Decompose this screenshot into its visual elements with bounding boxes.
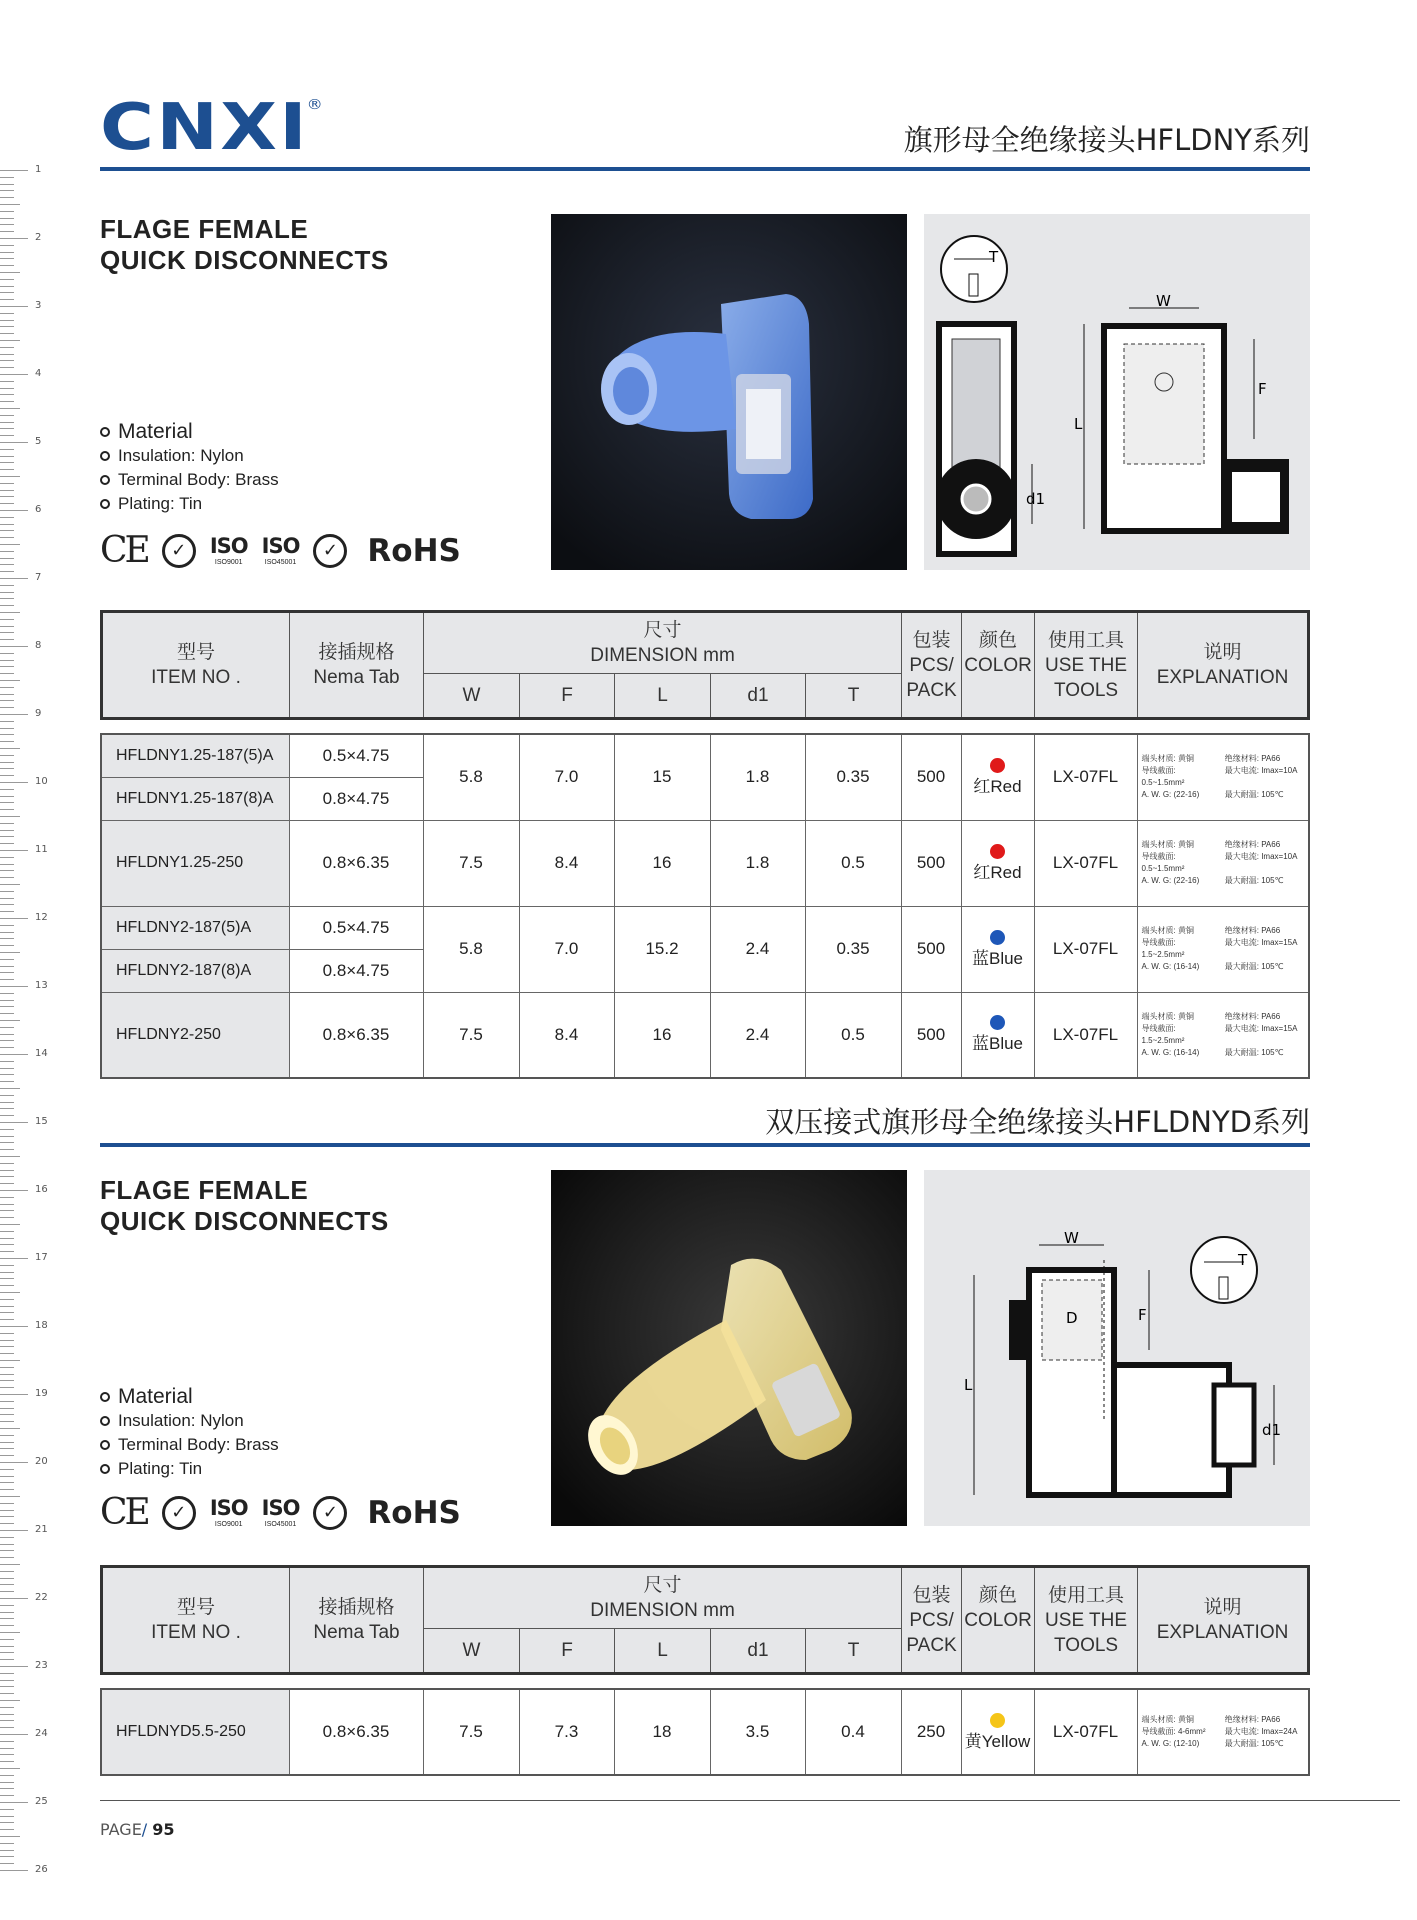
product-photo-blue bbox=[551, 214, 907, 570]
drawing-label-l: L bbox=[964, 1376, 973, 1394]
cell-w: 7.5 bbox=[423, 1689, 519, 1775]
explanation-line: 端头材质: 黄铜 bbox=[1141, 840, 1194, 849]
product-title-2: FLAGE FEMALE QUICK DISCONNECTS bbox=[100, 1175, 389, 1236]
iso45001-icon: ISO ISO45001 bbox=[261, 1495, 300, 1528]
explanation-line: 端头材质: 黄铜 bbox=[1141, 754, 1194, 764]
explanation-line: A. W. G: (22-16) bbox=[1141, 790, 1200, 800]
explanation-line: 导线截面: 1.5~2.5mm² bbox=[1141, 938, 1185, 959]
cell-d1: 1.8 bbox=[710, 734, 805, 820]
ruler-number: 9 bbox=[35, 708, 42, 719]
explanation-line: A. W. G: (12-10) bbox=[1141, 1739, 1200, 1748]
rohs-label: RoHS bbox=[367, 532, 461, 569]
header-pack: 包装 PCS/ PACK bbox=[902, 1567, 962, 1674]
ruler-number: 16 bbox=[35, 1184, 48, 1195]
drawing-label-l: L bbox=[1074, 415, 1083, 433]
cell-l: 15 bbox=[614, 734, 710, 820]
drawing-label-f: F bbox=[1138, 1306, 1147, 1324]
cell-w: 7.5 bbox=[423, 992, 519, 1078]
ce-mark-icon: CE bbox=[100, 1492, 148, 1533]
spec-table-header-1 bbox=[100, 610, 1310, 720]
ruler-number: 5 bbox=[35, 436, 42, 447]
header-d1: d1 bbox=[711, 674, 806, 719]
explanation-line: 绝缘材料: PA66 bbox=[1224, 754, 1281, 764]
cell-d1: 2.4 bbox=[710, 992, 805, 1078]
explanation-line: A. W. G: (16-14) bbox=[1141, 962, 1200, 971]
cell-w: 5.8 bbox=[423, 734, 519, 820]
header-w: W bbox=[424, 1629, 520, 1674]
explanation-line: 绝缘材料: PA66 bbox=[1224, 1715, 1281, 1724]
ruler-number: 21 bbox=[35, 1524, 48, 1535]
header-w: W bbox=[424, 674, 520, 719]
cert-logos-2 bbox=[100, 1492, 461, 1533]
explanation-line: 最大电流: Imax=24A bbox=[1224, 1727, 1298, 1736]
header-tools: 使用工具 USE THE TOOLS bbox=[1035, 1567, 1138, 1674]
header-d1: d1 bbox=[711, 1629, 806, 1674]
header-color: 颜色 COLOR bbox=[962, 1567, 1035, 1674]
drawing-label-d1: d1 bbox=[1262, 1421, 1282, 1439]
cell-tab: 0.8×4.75 bbox=[289, 777, 423, 820]
cell-f: 8.4 bbox=[519, 820, 614, 906]
ruler-number: 8 bbox=[35, 640, 42, 651]
quality-check-icon: ✓ bbox=[162, 534, 196, 568]
cell-l: 16 bbox=[614, 992, 710, 1078]
cell-d1: 1.8 bbox=[710, 820, 805, 906]
drawing-label-w: W bbox=[1064, 1229, 1079, 1247]
color-swatch-icon bbox=[990, 930, 1005, 945]
color-swatch-icon bbox=[990, 844, 1005, 859]
color-swatch-icon bbox=[990, 1713, 1005, 1728]
explanation-line: 最大电流: Imax=10A bbox=[1224, 766, 1298, 776]
cell-color bbox=[961, 734, 1034, 820]
iso9001-icon: ISO ISO9001 bbox=[209, 533, 248, 566]
color-label: 蓝Blue bbox=[971, 1034, 1024, 1054]
header-l: L bbox=[615, 674, 711, 719]
ruler-number: 13 bbox=[35, 980, 48, 991]
explanation-line: 绝缘材料: PA66 bbox=[1224, 1011, 1281, 1021]
ruler-number: 26 bbox=[35, 1864, 48, 1875]
spec-table-body-1 bbox=[100, 733, 1310, 1079]
explanation-line: 最大耐温: 105℃ bbox=[1224, 962, 1284, 971]
spec-table-header-2 bbox=[100, 1565, 1310, 1675]
cell-l: 15.2 bbox=[614, 906, 710, 992]
technical-drawing-1 bbox=[924, 214, 1310, 570]
series-title-2: 双压接式旗形母全绝缘接头HFLDNYD系列 bbox=[765, 1105, 1310, 1139]
table-row bbox=[101, 1689, 1309, 1775]
cell-tool: LX-07FL bbox=[1034, 906, 1137, 992]
footer-rule bbox=[100, 1800, 1400, 1801]
table-row bbox=[101, 734, 1309, 777]
explanation-line: 导线截面: 0.5~1.5mm² bbox=[1141, 852, 1185, 873]
ruler-number: 20 bbox=[35, 1456, 48, 1467]
cell-t: 0.5 bbox=[805, 992, 901, 1078]
color-label: 红Red bbox=[973, 776, 1022, 796]
ruler-number: 4 bbox=[35, 368, 42, 379]
cell-model: HFLDNY2-187(8)A bbox=[101, 949, 289, 992]
ruler-number: 17 bbox=[35, 1252, 48, 1263]
explanation-line: 绝缘材料: PA66 bbox=[1224, 926, 1281, 935]
color-swatch-icon bbox=[990, 758, 1005, 773]
technical-drawing-2 bbox=[924, 1170, 1310, 1526]
ruler-number: 15 bbox=[35, 1116, 48, 1127]
explanation-line: 最大耐温: 105℃ bbox=[1224, 1739, 1284, 1748]
header-f: F bbox=[520, 1629, 615, 1674]
ruler-number: 6 bbox=[35, 504, 42, 515]
explanation-line: 导线截面: 1.5~2.5mm² bbox=[1141, 1023, 1185, 1045]
cell-tool: LX-07FL bbox=[1034, 820, 1137, 906]
header-dimension: 尺寸 DIMENSION mm bbox=[424, 1567, 902, 1629]
material-spec-2: Material Insulation: Nylon Terminal Body: Brass Plating: Tin bbox=[100, 1385, 279, 1481]
explanation-line: 最大耐温: 105℃ bbox=[1224, 876, 1284, 885]
cell-tab: 0.8×4.75 bbox=[289, 949, 423, 992]
ce-mark-icon: CE bbox=[100, 530, 148, 571]
sgs-icon: ✓ bbox=[313, 1496, 347, 1530]
cell-w: 5.8 bbox=[423, 906, 519, 992]
cell-model: HFLDNY1.25-187(8)A bbox=[101, 777, 289, 820]
color-label: 黄Yellow bbox=[964, 1731, 1031, 1751]
cell-explanation bbox=[1137, 820, 1309, 906]
header-tools: 使用工具 USE THE TOOLS bbox=[1035, 612, 1138, 719]
cell-pack: 500 bbox=[901, 992, 961, 1078]
ruler-number: 12 bbox=[35, 912, 48, 923]
table-row bbox=[101, 992, 1309, 1078]
explanation-line: 导线截面: 0.5~1.5mm² bbox=[1141, 766, 1185, 788]
cell-model: HFLDNYD5.5-250 bbox=[101, 1689, 289, 1775]
cell-t: 0.5 bbox=[805, 820, 901, 906]
cell-d1: 2.4 bbox=[710, 906, 805, 992]
header-pack: 包装 PCS/ PACK bbox=[902, 612, 962, 719]
page-ruler bbox=[0, 150, 48, 1875]
ruler-number: 10 bbox=[35, 776, 48, 787]
explanation-line: 最大耐温: 105℃ bbox=[1224, 790, 1284, 800]
cell-color bbox=[961, 992, 1034, 1078]
cell-d1: 3.5 bbox=[710, 1689, 805, 1775]
ruler-number: 18 bbox=[35, 1320, 48, 1331]
cell-f: 7.0 bbox=[519, 906, 614, 992]
cell-color bbox=[961, 820, 1034, 906]
cell-explanation bbox=[1137, 992, 1309, 1078]
explanation-line: 端头材质: 黄铜 bbox=[1141, 1715, 1194, 1724]
explanation-line: 端头材质: 黄铜 bbox=[1141, 926, 1194, 935]
cell-tab: 0.8×6.35 bbox=[289, 992, 423, 1078]
header-t: T bbox=[806, 674, 902, 719]
drawing-label-d: D bbox=[1066, 1309, 1078, 1327]
cell-f: 8.4 bbox=[519, 992, 614, 1078]
ruler-number: 1 bbox=[35, 164, 42, 175]
cell-explanation bbox=[1137, 906, 1309, 992]
explanation-line: 最大电流: Imax=15A bbox=[1224, 938, 1298, 947]
explanation-line: 最大电流: Imax=10A bbox=[1224, 852, 1298, 861]
ruler-number: 3 bbox=[35, 300, 42, 311]
cell-model: HFLDNY2-187(5)A bbox=[101, 906, 289, 949]
ruler-number: 2 bbox=[35, 232, 42, 243]
cell-explanation bbox=[1137, 1689, 1309, 1775]
cell-explanation bbox=[1137, 734, 1309, 820]
cell-pack: 500 bbox=[901, 820, 961, 906]
rohs-label: RoHS bbox=[367, 1494, 461, 1531]
cell-model: HFLDNY2-250 bbox=[101, 992, 289, 1078]
header-dimension: 尺寸 DIMENSION mm bbox=[424, 612, 902, 674]
cell-w: 7.5 bbox=[423, 820, 519, 906]
sgs-icon: ✓ bbox=[313, 534, 347, 568]
iso45001-icon: ISO ISO45001 bbox=[261, 533, 300, 566]
header-l: L bbox=[615, 1629, 711, 1674]
header-tab: 接插规格 Nema Tab bbox=[290, 612, 424, 719]
cell-pack: 500 bbox=[901, 906, 961, 992]
cell-pack: 500 bbox=[901, 734, 961, 820]
cell-color bbox=[961, 1689, 1034, 1775]
cell-t: 0.35 bbox=[805, 906, 901, 992]
header-explanation: 说明 EXPLANATION bbox=[1138, 612, 1309, 719]
ruler-number: 19 bbox=[35, 1388, 48, 1399]
explanation-line: 导线截面: 4-6mm² bbox=[1141, 1727, 1206, 1736]
iso9001-icon: ISO ISO9001 bbox=[209, 1495, 248, 1528]
cell-t: 0.35 bbox=[805, 734, 901, 820]
cell-color bbox=[961, 906, 1034, 992]
explanation-line: A. W. G: (22-16) bbox=[1141, 876, 1200, 885]
cell-tool: LX-07FL bbox=[1034, 992, 1137, 1078]
cell-t: 0.4 bbox=[805, 1689, 901, 1775]
cell-tab: 0.5×4.75 bbox=[289, 906, 423, 949]
header-model: 型号 ITEM NO . bbox=[102, 1567, 290, 1674]
color-label: 蓝Blue bbox=[971, 948, 1024, 968]
drawing-label-d1: d1 bbox=[1026, 490, 1046, 508]
ruler-number: 14 bbox=[35, 1048, 48, 1059]
ruler-number: 11 bbox=[35, 844, 48, 855]
ruler-number: 22 bbox=[35, 1592, 48, 1603]
cell-tool: LX-07FL bbox=[1034, 734, 1137, 820]
explanation-line: 端头材质: 黄铜 bbox=[1141, 1011, 1194, 1021]
header-tab: 接插规格 Nema Tab bbox=[290, 1567, 424, 1674]
series-title-1: 旗形母全绝缘接头HFLDNY系列 bbox=[903, 123, 1310, 157]
cell-f: 7.0 bbox=[519, 734, 614, 820]
product-title-1: FLAGE FEMALE QUICK DISCONNECTS bbox=[100, 214, 389, 275]
material-spec-1: Material Insulation: Nylon Terminal Body: Brass Plating: Tin bbox=[100, 420, 279, 516]
cell-model: HFLDNY1.25-187(5)A bbox=[101, 734, 289, 777]
ruler-number: 25 bbox=[35, 1796, 48, 1807]
drawing-label-f: F bbox=[1258, 380, 1267, 398]
cell-tab: 0.5×4.75 bbox=[289, 734, 423, 777]
cell-f: 7.3 bbox=[519, 1689, 614, 1775]
header-t: T bbox=[806, 1629, 902, 1674]
drawing-label-t: T bbox=[989, 248, 999, 266]
header-f: F bbox=[520, 674, 615, 719]
ruler-number: 23 bbox=[35, 1660, 48, 1671]
explanation-line: A. W. G: (16-14) bbox=[1141, 1047, 1200, 1057]
cell-pack: 250 bbox=[901, 1689, 961, 1775]
header-color: 颜色 COLOR bbox=[962, 612, 1035, 719]
cell-tab: 0.8×6.35 bbox=[289, 1689, 423, 1775]
explanation-line: 最大耐温: 105℃ bbox=[1224, 1047, 1284, 1057]
drawing-label-w: W bbox=[1156, 292, 1171, 310]
color-swatch-icon bbox=[990, 1015, 1005, 1030]
ruler-number: 24 bbox=[35, 1728, 48, 1739]
page-number: PAGE/ 95 bbox=[100, 1820, 175, 1839]
header-explanation: 说明 EXPLANATION bbox=[1138, 1567, 1309, 1674]
cert-logos-1 bbox=[100, 530, 461, 571]
table-row bbox=[101, 820, 1309, 906]
explanation-line: 最大电流: Imax=15A bbox=[1224, 1023, 1298, 1033]
header-rule-2 bbox=[100, 1143, 1310, 1147]
ruler-number: 7 bbox=[35, 572, 42, 583]
product-photo-yellow bbox=[551, 1170, 907, 1526]
header-model: 型号 ITEM NO . bbox=[102, 612, 290, 719]
spec-table-body-2 bbox=[100, 1688, 1310, 1776]
brand-logo: CNXI ® bbox=[100, 91, 326, 165]
color-label: 红Red bbox=[973, 862, 1022, 882]
cell-tab: 0.8×6.35 bbox=[289, 820, 423, 906]
cell-tool: LX-07FL bbox=[1034, 1689, 1137, 1775]
cell-l: 18 bbox=[614, 1689, 710, 1775]
quality-check-icon: ✓ bbox=[162, 1496, 196, 1530]
cell-l: 16 bbox=[614, 820, 710, 906]
drawing-label-t: T bbox=[1238, 1251, 1248, 1269]
explanation-line: 绝缘材料: PA66 bbox=[1224, 840, 1281, 849]
header-rule-1 bbox=[100, 167, 1310, 171]
table-row bbox=[101, 906, 1309, 949]
cell-model: HFLDNY1.25-250 bbox=[101, 820, 289, 906]
